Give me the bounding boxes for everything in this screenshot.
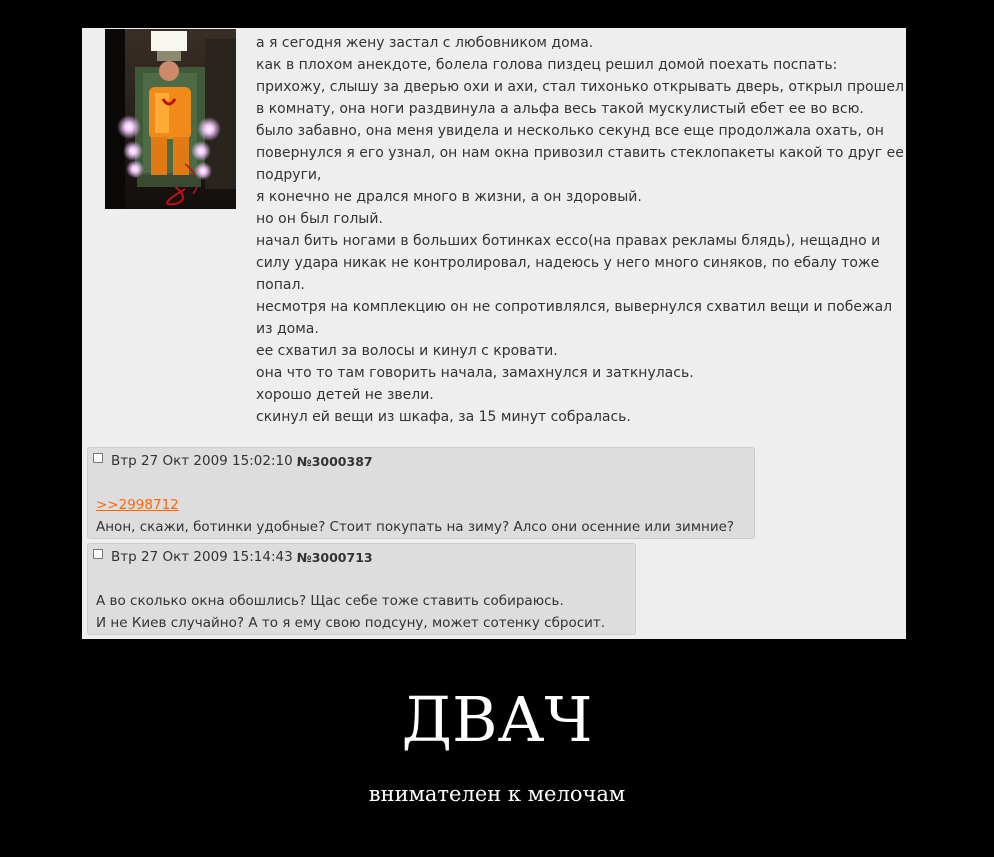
op-line: я конечно не дрался много в жизни, а он здоровый. (256, 189, 642, 205)
reply-post (87, 543, 636, 635)
delete-checkbox[interactable] (93, 549, 103, 559)
post-date: Втр 27 Окт 2009 15:02:10 (111, 453, 293, 469)
op-line: как в плохом анекдоте, болела голова пиздец решил домой поехать поспать: (256, 57, 838, 73)
op-line: из дома. (256, 321, 319, 337)
op-line: скинул ей вещи из шкафа, за 15 минут собралась. (256, 409, 631, 425)
op-line: подруги, (256, 167, 322, 183)
op-line: ее схватил за волосы и кинул с кровати. (256, 343, 558, 359)
reply-header (93, 548, 373, 566)
op-line: попал. (256, 277, 305, 293)
post-number[interactable]: №3000387 (296, 453, 373, 469)
reply-line: Анон, скажи, ботинки удобные? Стоит покупать на зиму? Алсо они осенние или зимние? (96, 519, 735, 535)
op-line: прихожу, слышу за дверью охи и ахи, стал тихонько открывать дверь, открыл прошел (256, 79, 904, 95)
op-line: хорошо детей не звели. (256, 387, 434, 403)
op-line: несмотря на комплекцию он не сопротивлялся, вывернулся схватил вещи и побежал (256, 299, 893, 315)
reply-body (96, 494, 734, 538)
delete-checkbox[interactable] (93, 453, 103, 463)
op-line: повернулся я его узнал, он нам окна привозил ставить стеклопакеты какой то друг ее (256, 145, 904, 161)
op-post-text (256, 32, 904, 428)
op-image[interactable] (105, 29, 236, 209)
reply-reference-link[interactable]: >>2998712 (96, 497, 179, 513)
reply-post (87, 447, 755, 539)
op-line: в комнату, она ноги раздвинула а альфа весь такой мускулистый ебет ее во всю. (256, 101, 864, 117)
post-number[interactable]: №3000713 (296, 549, 373, 565)
reply-line: И не Киев случайно? А то я ему свою подсуну, может сотенку сбросит. (96, 615, 606, 631)
electric-chair-picture (105, 29, 236, 209)
op-line: было забавно, она меня увидела и несколько секунд все еще продолжала охать, он (256, 123, 884, 139)
poster-title: ДВАЧ (401, 683, 593, 756)
reply-header (93, 452, 373, 470)
op-line: но он был голый. (256, 211, 383, 227)
reply-line: А во сколько окна обошлись? Щас себе тоже ставить собираюсь. (96, 593, 564, 609)
op-line: начал бить ногами в больших ботинках ecco(на правах рекламы блядь), нещадно и (256, 233, 881, 249)
screenshot-frame (82, 28, 906, 639)
op-line: она что то там говорить начала, замахнулся и заткнулась. (256, 365, 694, 381)
post-date: Втр 27 Окт 2009 15:14:43 (111, 549, 293, 565)
poster-subtitle: внимателен к мелочам (368, 782, 626, 806)
op-line: силу удара никак не контролировал, надеюсь у него много синяков, по ебалу тоже (256, 255, 880, 271)
reply-body (96, 590, 605, 634)
op-line: а я сегодня жену застал с любовником дома. (256, 35, 594, 51)
